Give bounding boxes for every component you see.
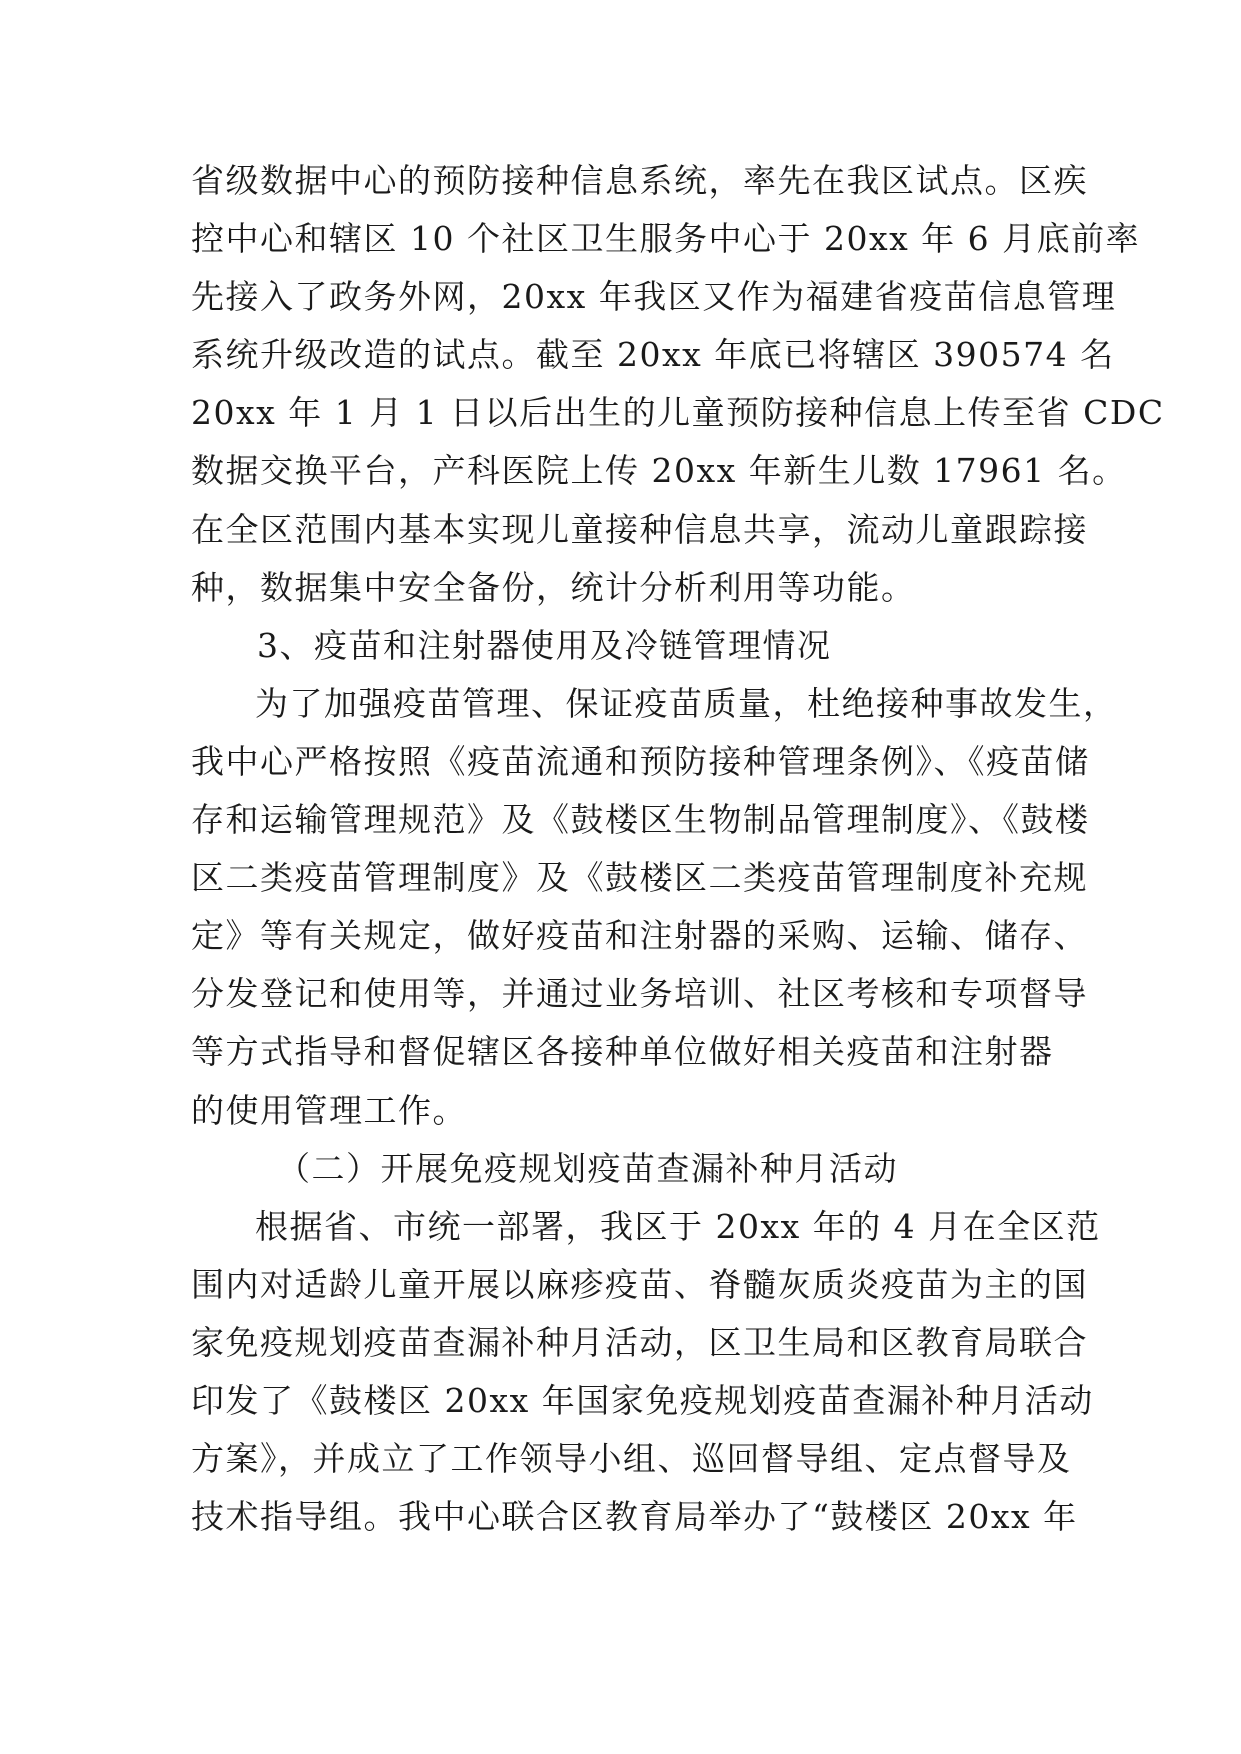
text-line: 存和运输管理规范》及《鼓楼区生物制品管理制度》、《鼓楼: [191, 800, 1090, 840]
document-body: [191, 152, 1165, 1546]
text-line: （二）开展免疫规划疫苗查漏补种月活动: [277, 1148, 898, 1188]
text-line: 在全区范围内基本实现儿童接种信息共享，流动儿童跟踪接: [191, 509, 1088, 549]
text-line: 方案》，并成立了工作领导小组、巡回督导组、定点督导及: [191, 1439, 1072, 1479]
text-line: 家免疫规划疫苗查漏补种月活动，区卫生局和区教育局联合: [191, 1322, 1088, 1362]
text-line: 系统升级改造的试点。截至 20xx 年底已将辖区 390574 名: [191, 335, 1115, 375]
text-line: 区二类疫苗管理制度》及《鼓楼区二类疫苗管理制度补充规: [191, 858, 1088, 898]
text-line: 分发登记和使用等，并通过业务培训、社区考核和专项督导: [191, 974, 1088, 1014]
text-line: 的使用管理工作。: [191, 1090, 467, 1130]
text-line: 先接入了政务外网，20xx 年我区又作为福建省疫苗信息管理: [191, 277, 1117, 317]
text-line: 我中心严格按照《疫苗流通和预防接种管理条例》、《疫苗储: [191, 741, 1090, 781]
text-line: 种，数据集中安全备份，统计分析利用等功能。: [191, 567, 916, 607]
text-line: 控中心和辖区 10 个社区卫生服务中心于 20xx 年 6 月底前率: [191, 219, 1141, 259]
text-line: 印发了《鼓楼区 20xx 年国家免疫规划疫苗查漏补种月活动: [191, 1380, 1094, 1420]
text-line: 等方式指导和督促辖区各接种单位做好相关疫苗和注射器: [191, 1032, 1054, 1072]
text-line: 20xx 年 1 月 1 日以后出生的儿童预防接种信息上传至省 CDC: [191, 393, 1165, 433]
text-line: 省级数据中心的预防接种信息系统，率先在我区试点。区疾: [191, 161, 1088, 200]
text-line: 数据交换平台，产科医院上传 20xx 年新生儿数 17961 名。: [191, 451, 1127, 491]
text-line: 根据省、市统一部署，我区于 20xx 年的 4 月在全区范: [255, 1206, 1101, 1246]
text-line: 技术指导组。我中心联合区教育局举办了“鼓楼区 20xx 年: [191, 1497, 1078, 1537]
text-line: 定》等有关规定，做好疫苗和注射器的采购、运输、储存、: [191, 916, 1088, 956]
text-line: 3、疫苗和注射器使用及冷链管理情况: [257, 625, 832, 665]
text-line: 围内对适龄儿童开展以麻疹疫苗、脊髓灰质炎疫苗为主的国: [191, 1264, 1088, 1304]
text-line: 为了加强疫苗管理、保证疫苗质量，杜绝接种事故发生，: [255, 683, 1118, 723]
